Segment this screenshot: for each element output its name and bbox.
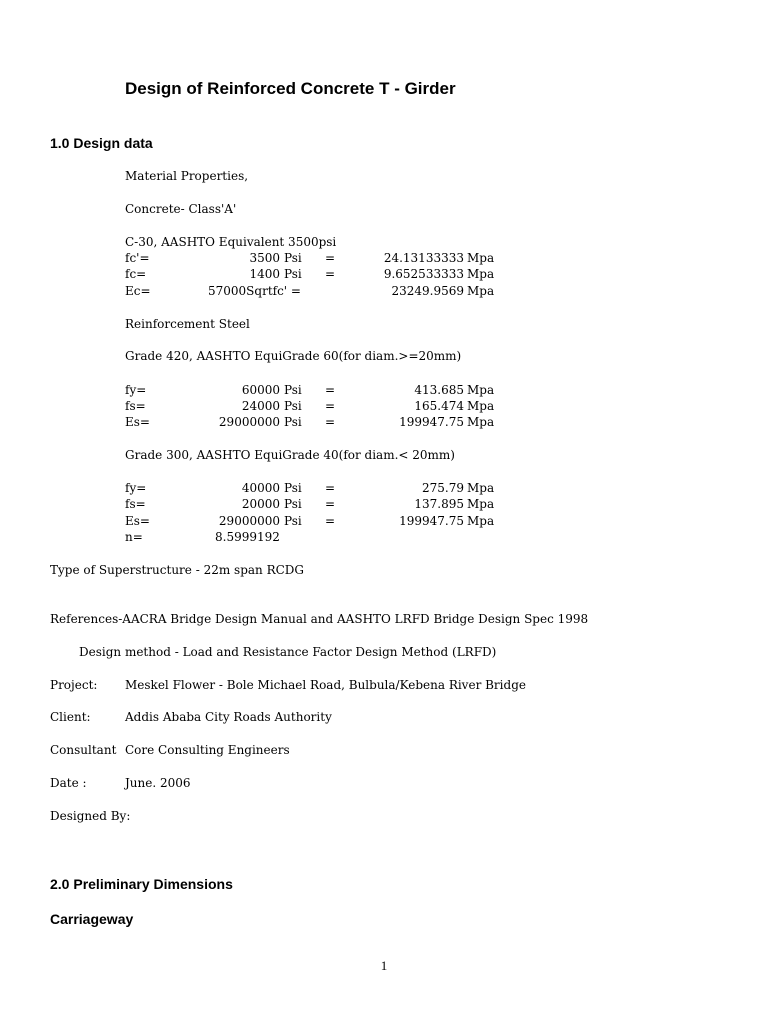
designed-by-label: Designed By: [50, 809, 131, 823]
row-result: 275.79 [422, 481, 464, 495]
design-method: Design method - Load and Resistance Factor Design Method (LRFD) [79, 645, 497, 659]
client-value: Addis Ababa City Roads Authority [125, 710, 332, 724]
row-label: fy= [125, 481, 147, 495]
row-equals: = [325, 415, 336, 429]
row-value: 1400 [249, 267, 280, 281]
superstructure-type: Type of Superstructure - 22m span RCDG [50, 563, 304, 577]
consultant-value: Core Consulting Engineers [125, 743, 290, 757]
row-equals: = [325, 514, 336, 528]
row-result: 24.13133333 [383, 251, 464, 265]
section-2-heading: 2.0 Preliminary Dimensions [50, 876, 233, 892]
row-equals: = [325, 497, 336, 511]
document-title: Design of Reinforced Concrete T - Girder [125, 79, 456, 98]
row-value: 40000 [241, 481, 280, 495]
project-value: Meskel Flower - Bole Michael Road, Bulbula/Kebena River Bridge [125, 678, 526, 692]
date-value: June. 2006 [125, 776, 191, 790]
row-label: fc'= [125, 251, 150, 265]
row-equals: = [325, 481, 336, 495]
row-label: Ec= [125, 284, 151, 298]
client-label: Client: [50, 710, 91, 724]
section-1-heading: 1.0 Design data [50, 135, 153, 151]
references: References-AACRA Bridge Design Manual and AASHTO LRFD Bridge Design Spec 1998 [50, 612, 589, 626]
row-value: 29000000 [218, 415, 280, 429]
row-value: 29000000 [218, 514, 280, 528]
row-value: 60000 [241, 383, 280, 397]
row-value: 24000 [241, 399, 280, 413]
project-label: Project: [50, 678, 98, 692]
row-value: 3500 [249, 251, 280, 265]
row-value: 8.5999192 [215, 530, 280, 544]
row-result: 199947.75 [399, 415, 464, 429]
row-label: fy= [125, 383, 147, 397]
row-label: Es= [125, 415, 150, 429]
row-result-unit: Mpa [467, 497, 495, 511]
row-equals: = [325, 399, 336, 413]
row-result: 137.895 [414, 497, 464, 511]
row-result-unit: Mpa [467, 383, 495, 397]
row-unit: Psi [284, 481, 302, 495]
row-label: fc= [125, 267, 147, 281]
row-unit: Psi [284, 251, 302, 265]
consultant-label: Consultant [50, 743, 117, 757]
carriageway-heading: Carriageway [50, 911, 134, 927]
row-result: 413.685 [414, 383, 464, 397]
concrete-grade-label: C-30, AASHTO Equivalent 3500psi [125, 235, 337, 249]
grade-300-label: Grade 300, AASHTO EquiGrade 40(for diam.< 20mm) [125, 448, 455, 462]
row-result-unit: Mpa [467, 267, 495, 281]
row-result: 199947.75 [399, 514, 464, 528]
row-equals: = [325, 267, 336, 281]
row-equals: = [325, 383, 336, 397]
row-result: 165.474 [414, 399, 464, 413]
row-unit: Psi [284, 497, 302, 511]
row-result: 23249.9569 [391, 284, 464, 298]
row-result-unit: Mpa [467, 415, 495, 429]
date-label: Date : [50, 776, 87, 790]
row-value: 57000Sqrtfc' = [208, 284, 301, 298]
row-label: n= [125, 530, 143, 544]
row-label: fs= [125, 399, 146, 413]
page-number: 1 [380, 958, 388, 973]
row-value: 20000 [241, 497, 280, 511]
row-unit: Psi [284, 514, 302, 528]
row-unit: Psi [284, 399, 302, 413]
row-result: 9.652533333 [383, 267, 464, 281]
material-properties-label: Material Properties, [125, 169, 249, 183]
row-label: fs= [125, 497, 146, 511]
row-unit: Psi [284, 415, 302, 429]
row-result-unit: Mpa [467, 399, 495, 413]
row-label: Es= [125, 514, 150, 528]
row-result-unit: Mpa [467, 514, 495, 528]
row-unit: Psi [284, 267, 302, 281]
row-result-unit: Mpa [467, 251, 495, 265]
row-result-unit: Mpa [467, 284, 495, 298]
grade-420-label: Grade 420, AASHTO EquiGrade 60(for diam.>=20mm) [125, 349, 462, 363]
concrete-class-label: Concrete- Class'A' [125, 202, 237, 216]
row-equals: = [325, 251, 336, 265]
row-result-unit: Mpa [467, 481, 495, 495]
row-unit: Psi [284, 383, 302, 397]
reinforcement-label: Reinforcement Steel [125, 317, 250, 331]
